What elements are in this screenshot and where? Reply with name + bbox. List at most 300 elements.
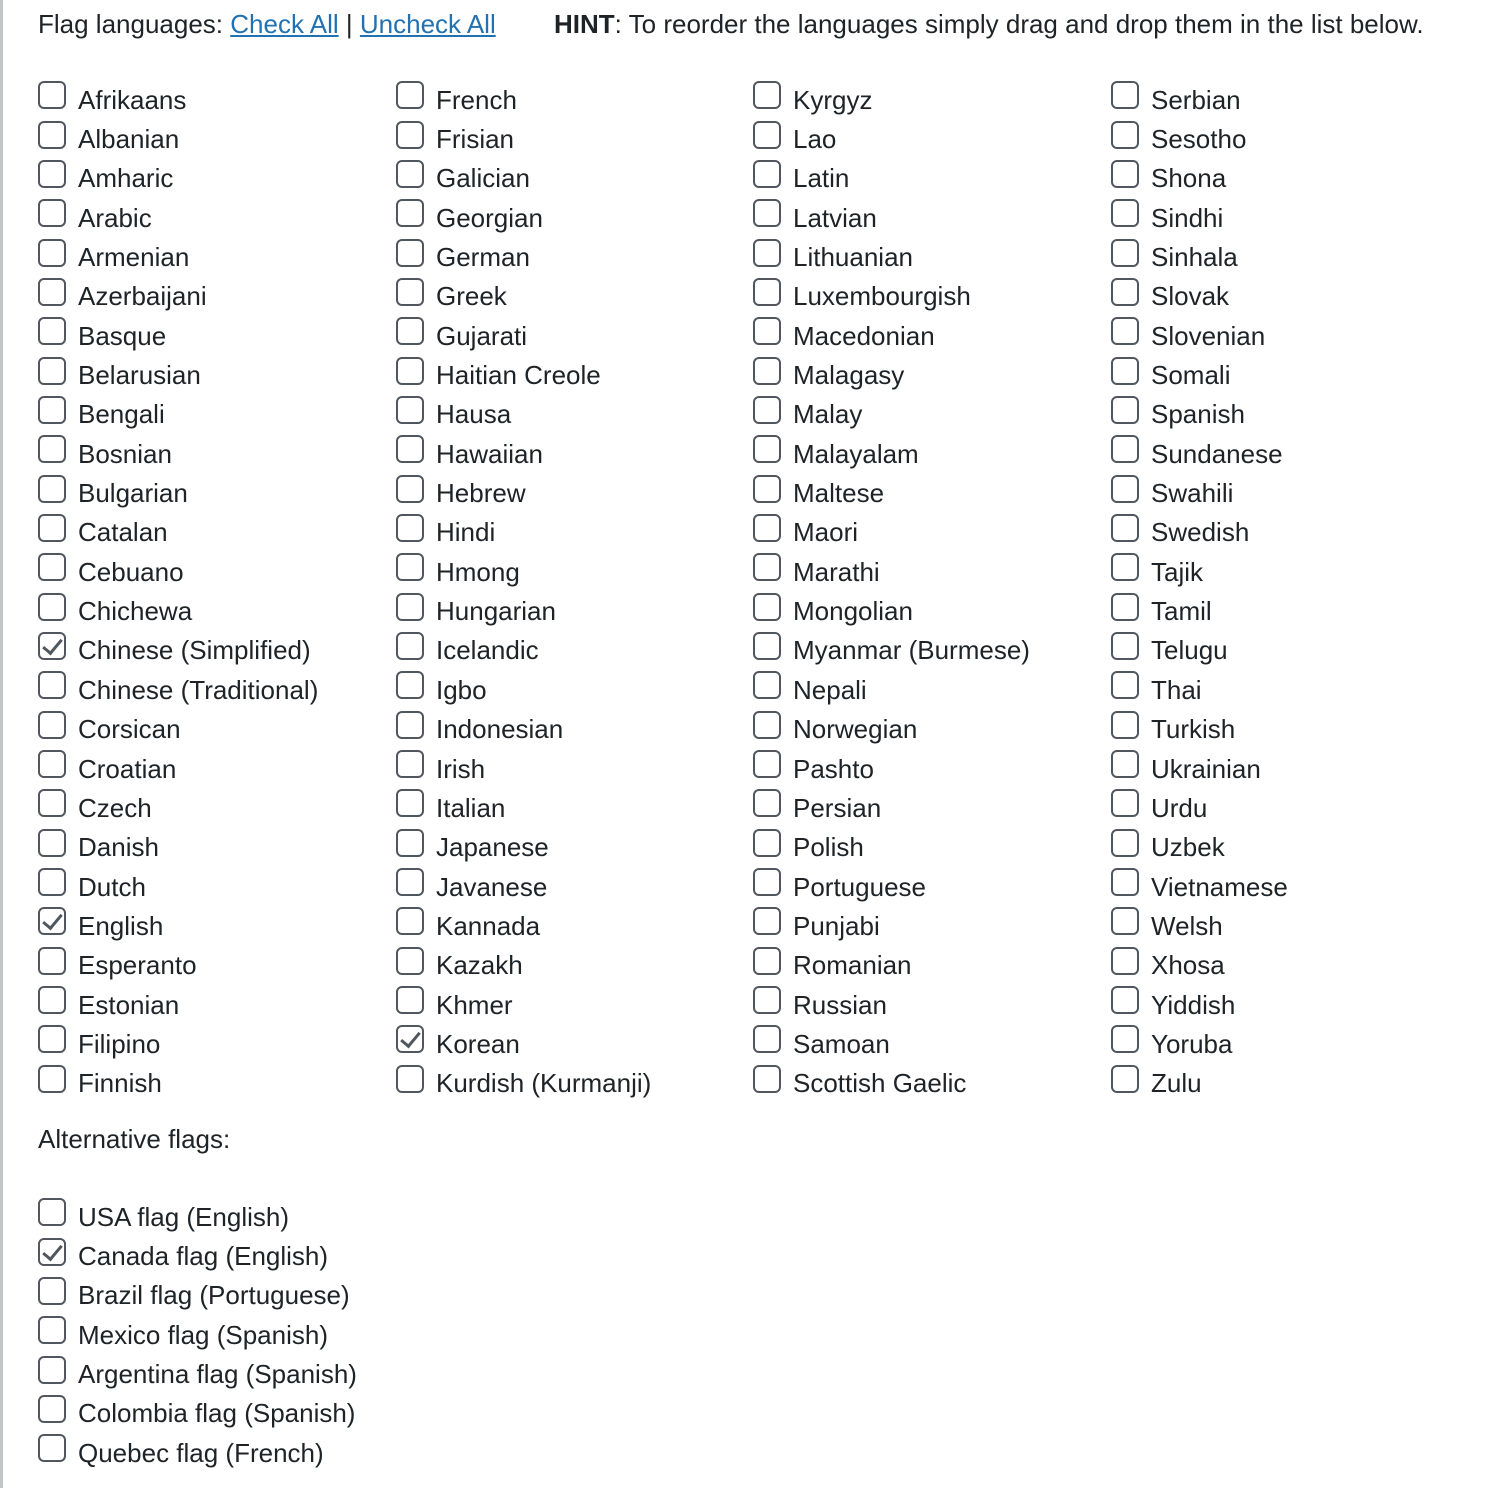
language-option[interactable] [396,944,736,983]
option-label: Esperanto [78,950,197,981]
language-option[interactable] [753,353,1093,392]
checkbox[interactable] [38,593,66,621]
language-option[interactable] [753,668,1093,707]
language-option[interactable] [1111,983,1451,1022]
option-label: Thai [1151,674,1202,705]
checkbox[interactable] [38,396,66,424]
checkbox[interactable] [38,317,66,345]
checkbox[interactable] [1111,593,1139,621]
checkbox[interactable] [38,160,66,188]
checkbox[interactable] [396,868,424,896]
checkbox[interactable] [1111,81,1139,109]
checkbox[interactable] [396,593,424,621]
checkbox[interactable] [38,986,66,1014]
language-option[interactable] [396,1062,736,1101]
language-option[interactable] [38,314,378,353]
checkbox[interactable] [38,357,66,385]
checkbox[interactable] [1111,160,1139,188]
option-label: Zulu [1151,1068,1202,1099]
option-label: Argentina flag (Spanish) [78,1359,357,1390]
option-label: Arabic [78,202,152,233]
alt-flag-option[interactable] [38,1313,438,1352]
language-option[interactable] [1111,353,1451,392]
language-option[interactable] [396,393,736,432]
language-option[interactable] [396,550,736,589]
checkbox[interactable] [753,907,781,935]
option-label: Polish [793,832,864,863]
language-option[interactable] [38,78,378,117]
option-label: Estonian [78,989,180,1020]
option-label: Bosnian [78,438,172,469]
alt-flag-option[interactable] [38,1431,438,1470]
checkbox[interactable] [38,1316,66,1344]
option-label: Dutch [78,871,146,902]
option-label: Urdu [1151,792,1208,823]
language-option[interactable] [38,944,378,983]
checkbox[interactable] [1111,317,1139,345]
checkbox[interactable] [396,475,424,503]
checkbox[interactable] [1111,435,1139,463]
language-option[interactable] [1111,78,1451,117]
checkbox[interactable] [753,435,781,463]
language-option[interactable] [753,432,1093,471]
language-option[interactable] [753,78,1093,117]
checkbox[interactable] [1111,199,1139,227]
option-label: Uzbek [1151,832,1225,863]
checkbox[interactable] [396,317,424,345]
checkbox[interactable] [753,1025,781,1053]
checkbox[interactable] [38,1238,66,1266]
language-option[interactable] [753,117,1093,156]
checkbox[interactable] [753,750,781,778]
option-label: Persian [793,792,882,823]
language-option[interactable] [753,589,1093,628]
checkbox[interactable] [396,750,424,778]
option-label: Punjabi [793,910,880,941]
language-option[interactable] [1111,904,1451,943]
alt-flag-option[interactable] [38,1274,438,1313]
option-label: Malay [793,399,863,430]
alt-flag-option[interactable] [38,1195,438,1234]
language-option[interactable] [753,511,1093,550]
language-option[interactable] [396,708,736,747]
option-label: Czech [78,792,152,823]
language-column-2 [396,78,736,1101]
language-option[interactable] [38,865,378,904]
language-option[interactable] [753,550,1093,589]
language-option[interactable] [38,629,378,668]
checkbox[interactable] [38,947,66,975]
language-option[interactable] [753,865,1093,904]
language-option[interactable] [38,117,378,156]
checkbox[interactable] [753,868,781,896]
language-option[interactable] [38,471,378,510]
checkbox[interactable] [396,907,424,935]
option-label: Bulgarian [78,478,188,509]
language-option[interactable] [1111,511,1451,550]
option-label: USA flag (English) [78,1201,289,1232]
checkbox[interactable] [38,907,66,935]
option-label: Sinhala [1151,242,1238,273]
option-label: Kazakh [436,950,523,981]
option-label: Greek [436,281,507,312]
language-option[interactable] [1111,865,1451,904]
checkbox[interactable] [753,514,781,542]
checkbox[interactable] [38,711,66,739]
alt-flag-option[interactable] [38,1352,438,1391]
checkbox[interactable] [38,829,66,857]
option-label: Sesotho [1151,124,1247,155]
checkbox[interactable] [1111,907,1139,935]
option-label: Hungarian [436,596,556,627]
checkbox[interactable] [396,435,424,463]
language-option[interactable] [396,471,736,510]
checkbox[interactable] [38,750,66,778]
language-option[interactable] [1111,747,1451,786]
language-option[interactable] [396,511,736,550]
option-label: Canada flag (English) [78,1241,329,1272]
language-option[interactable] [38,747,378,786]
language-option[interactable] [396,747,736,786]
language-option[interactable] [38,1022,378,1061]
checkbox[interactable] [38,278,66,306]
checkbox[interactable] [1111,121,1139,149]
language-option[interactable] [396,1022,736,1061]
checkbox[interactable] [396,671,424,699]
alt-flag-option[interactable] [38,1234,438,1273]
option-label: Mexico flag (Spanish) [78,1319,328,1350]
language-option[interactable] [38,589,378,628]
option-label: Myanmar (Burmese) [793,635,1030,666]
language-option[interactable] [1111,629,1451,668]
flag-languages-label: Flag languages: [38,9,224,39]
checkbox[interactable] [396,632,424,660]
language-option[interactable] [396,157,736,196]
checkbox[interactable] [396,121,424,149]
checkbox[interactable] [1111,986,1139,1014]
reorder-hint [554,6,1424,42]
language-option[interactable] [753,904,1093,943]
language-column-4 [1111,78,1451,1101]
language-option[interactable] [753,786,1093,825]
language-option[interactable] [396,235,736,274]
checkbox[interactable] [753,396,781,424]
checkbox[interactable] [753,711,781,739]
checkbox[interactable] [396,514,424,542]
language-option[interactable] [753,314,1093,353]
language-option[interactable] [396,668,736,707]
language-option[interactable] [1111,668,1451,707]
option-label: Romanian [793,950,912,981]
language-option[interactable] [38,786,378,825]
option-label: Amharic [78,163,174,194]
checkbox[interactable] [38,1025,66,1053]
checkbox[interactable] [1111,750,1139,778]
checkbox[interactable] [38,1434,66,1462]
checkbox[interactable] [1111,278,1139,306]
language-option[interactable] [1111,550,1451,589]
checkbox[interactable] [396,947,424,975]
option-label: Catalan [78,517,168,548]
option-label: French [436,84,517,115]
checkbox[interactable] [753,160,781,188]
checkbox[interactable] [753,239,781,267]
checkbox[interactable] [1111,671,1139,699]
checkbox[interactable] [396,1065,424,1093]
language-option[interactable] [753,747,1093,786]
option-label: Shona [1151,163,1227,194]
link-separator: | [345,9,353,39]
checkbox[interactable] [753,947,781,975]
check-all-link[interactable]: Check All [230,9,339,39]
checkbox[interactable] [1111,868,1139,896]
language-option[interactable] [396,786,736,825]
language-option[interactable] [753,983,1093,1022]
option-label: Serbian [1151,84,1241,115]
option-label: Irish [436,753,486,784]
checkbox[interactable] [753,475,781,503]
option-label: Belarusian [78,360,201,391]
checkbox[interactable] [1111,947,1139,975]
language-option[interactable] [38,1062,378,1101]
language-option[interactable] [396,314,736,353]
checkbox[interactable] [38,475,66,503]
language-option[interactable] [753,826,1093,865]
option-label: Latin [793,163,850,194]
language-option[interactable] [396,589,736,628]
language-option[interactable] [1111,1022,1451,1061]
checkbox[interactable] [1111,789,1139,817]
option-label: Brazil flag (Portuguese) [78,1280,350,1311]
option-label: Bengali [78,399,165,430]
checkbox[interactable] [38,671,66,699]
option-label: Georgian [436,202,543,233]
language-option[interactable] [753,235,1093,274]
checkbox[interactable] [38,239,66,267]
option-label: Yoruba [1151,1028,1233,1059]
checkbox[interactable] [1111,1025,1139,1053]
checkbox[interactable] [38,1356,66,1384]
option-label: Kurdish (Kurmanji) [436,1068,652,1099]
option-label: Afrikaans [78,84,187,115]
checkbox[interactable] [753,121,781,149]
option-label: Japanese [436,832,549,863]
checkbox[interactable] [38,199,66,227]
option-label: Albanian [78,124,180,155]
checkbox[interactable] [38,514,66,542]
checkbox[interactable] [38,553,66,581]
checkbox[interactable] [1111,396,1139,424]
option-label: Armenian [78,242,190,273]
language-option[interactable] [38,353,378,392]
option-label: Welsh [1151,910,1223,941]
language-column-1 [38,78,378,1101]
language-option[interactable] [38,275,378,314]
checkbox[interactable] [396,160,424,188]
checkbox[interactable] [753,553,781,581]
option-label: Khmer [436,989,513,1020]
language-option[interactable] [753,629,1093,668]
language-option[interactable] [1111,157,1451,196]
checkbox[interactable] [396,199,424,227]
language-option[interactable] [38,235,378,274]
option-label: English [78,910,164,941]
language-option[interactable] [1111,196,1451,235]
language-option[interactable] [396,865,736,904]
language-option[interactable] [38,668,378,707]
language-option[interactable] [396,904,736,943]
language-option[interactable] [396,353,736,392]
language-option[interactable] [38,157,378,196]
checkbox[interactable] [38,789,66,817]
option-label: Corsican [78,714,181,745]
language-option[interactable] [38,550,378,589]
option-label: Indonesian [436,714,564,745]
language-option[interactable] [1111,1062,1451,1101]
checkbox[interactable] [396,711,424,739]
checkbox[interactable] [753,278,781,306]
language-option[interactable] [753,196,1093,235]
checkbox[interactable] [1111,357,1139,385]
language-option[interactable] [396,275,736,314]
language-option[interactable] [396,78,736,117]
checkbox[interactable] [396,239,424,267]
checkbox[interactable] [396,553,424,581]
option-label: Luxembourgish [793,281,971,312]
checkbox[interactable] [753,789,781,817]
checkbox[interactable] [396,357,424,385]
option-label: Quebec flag (French) [78,1437,324,1468]
checkbox[interactable] [38,121,66,149]
left-border [0,0,3,1488]
language-option[interactable] [1111,393,1451,432]
option-label: Igbo [436,674,487,705]
language-option[interactable] [396,432,736,471]
uncheck-all-link[interactable]: Uncheck All [359,9,496,39]
language-option[interactable] [38,393,378,432]
language-option[interactable] [753,1062,1093,1101]
checkbox[interactable] [1111,239,1139,267]
option-label: Portuguese [793,871,926,902]
checkbox[interactable] [753,829,781,857]
language-option[interactable] [38,826,378,865]
checkbox[interactable] [38,1198,66,1226]
language-option[interactable] [38,432,378,471]
option-label: Italian [436,792,506,823]
option-label: Turkish [1151,714,1236,745]
language-option[interactable] [396,826,736,865]
language-option[interactable] [1111,786,1451,825]
language-option[interactable] [1111,471,1451,510]
option-label: Marathi [793,556,880,587]
language-option[interactable] [38,196,378,235]
checkbox[interactable] [396,1025,424,1053]
option-label: Galician [436,163,530,194]
language-option[interactable] [1111,235,1451,274]
language-option[interactable] [753,275,1093,314]
language-option[interactable] [1111,826,1451,865]
checkbox[interactable] [753,81,781,109]
checkbox[interactable] [396,986,424,1014]
checkbox[interactable] [753,671,781,699]
language-option[interactable] [753,1022,1093,1061]
checkbox[interactable] [753,357,781,385]
checkbox[interactable] [38,868,66,896]
language-option[interactable] [396,196,736,235]
checkbox[interactable] [753,632,781,660]
checkbox[interactable] [1111,632,1139,660]
checkbox[interactable] [396,278,424,306]
option-label: Macedonian [793,320,935,351]
checkbox[interactable] [753,199,781,227]
language-option[interactable] [1111,944,1451,983]
option-label: Malayalam [793,438,919,469]
checkbox[interactable] [38,1395,66,1423]
checkbox[interactable] [38,1277,66,1305]
language-option[interactable] [753,393,1093,432]
checkbox[interactable] [38,1065,66,1093]
language-option[interactable] [1111,432,1451,471]
option-label: Norwegian [793,714,918,745]
language-option[interactable] [1111,708,1451,747]
checkbox[interactable] [38,632,66,660]
checkbox[interactable] [1111,829,1139,857]
option-label: Swahili [1151,478,1234,509]
language-option[interactable] [38,708,378,747]
checkbox[interactable] [38,435,66,463]
option-label: Filipino [78,1028,161,1059]
checkbox[interactable] [396,789,424,817]
language-option[interactable] [396,117,736,156]
checkbox[interactable] [753,1065,781,1093]
checkbox[interactable] [396,829,424,857]
language-option[interactable] [1111,314,1451,353]
option-label: Haitian Creole [436,360,601,391]
language-option[interactable] [753,157,1093,196]
option-label: Slovenian [1151,320,1266,351]
language-option[interactable] [1111,275,1451,314]
checkbox[interactable] [396,396,424,424]
language-option[interactable] [396,983,736,1022]
checkbox[interactable] [396,81,424,109]
language-option[interactable] [753,471,1093,510]
checkbox[interactable] [1111,475,1139,503]
checkbox[interactable] [1111,553,1139,581]
option-label: Tajik [1151,556,1204,587]
checkbox[interactable] [753,317,781,345]
language-option[interactable] [38,904,378,943]
option-label: Pashto [793,753,874,784]
checkbox[interactable] [753,593,781,621]
checkbox[interactable] [38,81,66,109]
checkbox[interactable] [753,986,781,1014]
language-column-3 [753,78,1093,1101]
language-option[interactable] [396,629,736,668]
alt-flag-option[interactable] [38,1392,438,1431]
language-option[interactable] [1111,589,1451,628]
language-option[interactable] [38,511,378,550]
language-option[interactable] [38,983,378,1022]
flag-languages-header [38,6,1424,42]
option-label: Chichewa [78,596,193,627]
checkbox[interactable] [1111,711,1139,739]
checkbox[interactable] [1111,514,1139,542]
language-option[interactable] [753,708,1093,747]
checkbox[interactable] [1111,1065,1139,1093]
language-option[interactable] [753,944,1093,983]
language-option[interactable] [1111,117,1451,156]
option-label: Chinese (Simplified) [78,635,311,666]
